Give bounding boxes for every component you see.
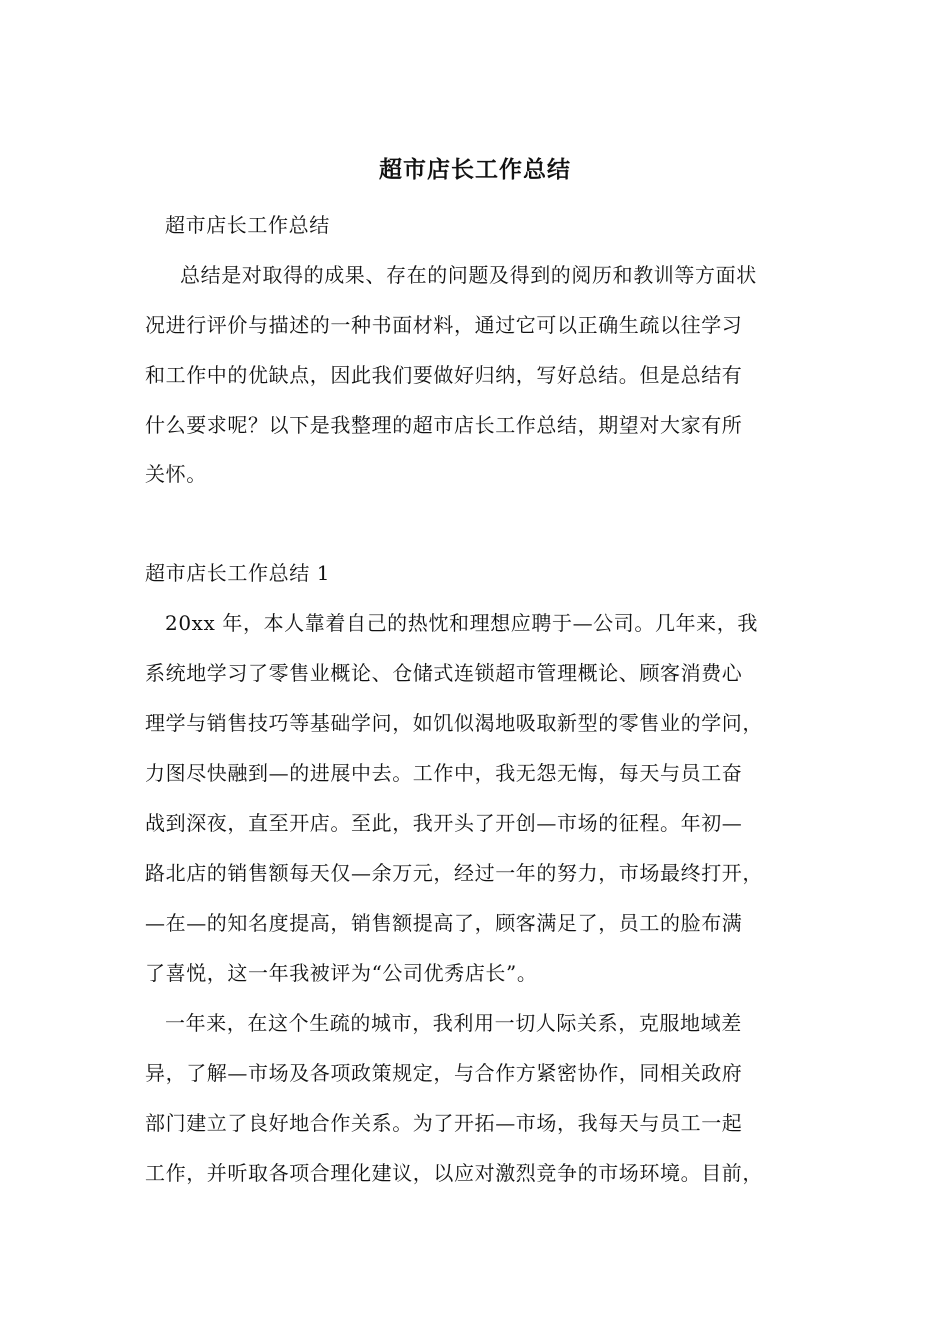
intro-line-1: 总结是对取得的成果、存在的问题及得到的阅历和教训等方面状 [180, 263, 757, 287]
intro-line-3: 和工作中的优缺点，因此我们要做好归纳，写好总结。但是总结有 [145, 363, 743, 387]
body-line-12: 工作，并听取各项合理化建议，以应对激烈竞争的市场环境。目前， [145, 1161, 763, 1185]
intro-line-2: 况进行评价与描述的一种书面材料，通过它可以正确生疏以往学习 [145, 313, 743, 337]
body-line-11: 部门建立了良好地合作关系。为了开拓—市场，我每天与员工一起 [145, 1111, 743, 1135]
body-line-4: 力图尽快融到—的进展中去。工作中，我无怨无悔，每天与员工奋 [145, 761, 743, 785]
body-line-7: —在—的知名度提高，销售额提高了，顾客满足了，员工的脸布满 [145, 911, 743, 935]
body-line-5: 战到深夜，直至开店。至此，我开头了开创—市场的征程。年初— [145, 811, 743, 835]
body-line-10: 异，了解—市场及各项政策规定，与合作方紧密协作，同相关政府 [145, 1061, 743, 1085]
subtitle-line: 超市店长工作总结 [165, 213, 330, 237]
section-heading-1: 超市店长工作总结 1 [145, 561, 331, 585]
body-line-6: 路北店的销售额每天仅—余万元，经过一年的努力，市场最终打开， [145, 861, 763, 885]
body-line-2: 系统地学习了零售业概论、仓储式连锁超市管理概论、顾客消费心 [145, 661, 743, 685]
body-line-9: 一年来，在这个生疏的城市，我利用一切人际关系，克服地域差 [165, 1011, 742, 1035]
document-title: 超市店长工作总结 [379, 156, 571, 183]
body-line-1: 20xx 年，本人靠着自己的热忱和理想应聘于—公司。几年来，我 [165, 611, 758, 635]
intro-line-5: 关怀。 [145, 462, 207, 486]
body-line-8: 了喜悦，这一年我被评为“公司优秀店长”。 [145, 961, 538, 985]
body-line-3: 理学与销售技巧等基础学问，如饥似渴地吸取新型的零售业的学问， [145, 711, 763, 735]
intro-line-4: 什么要求呢？以下是我整理的超市店长工作总结，期望对大家有所 [145, 413, 743, 437]
